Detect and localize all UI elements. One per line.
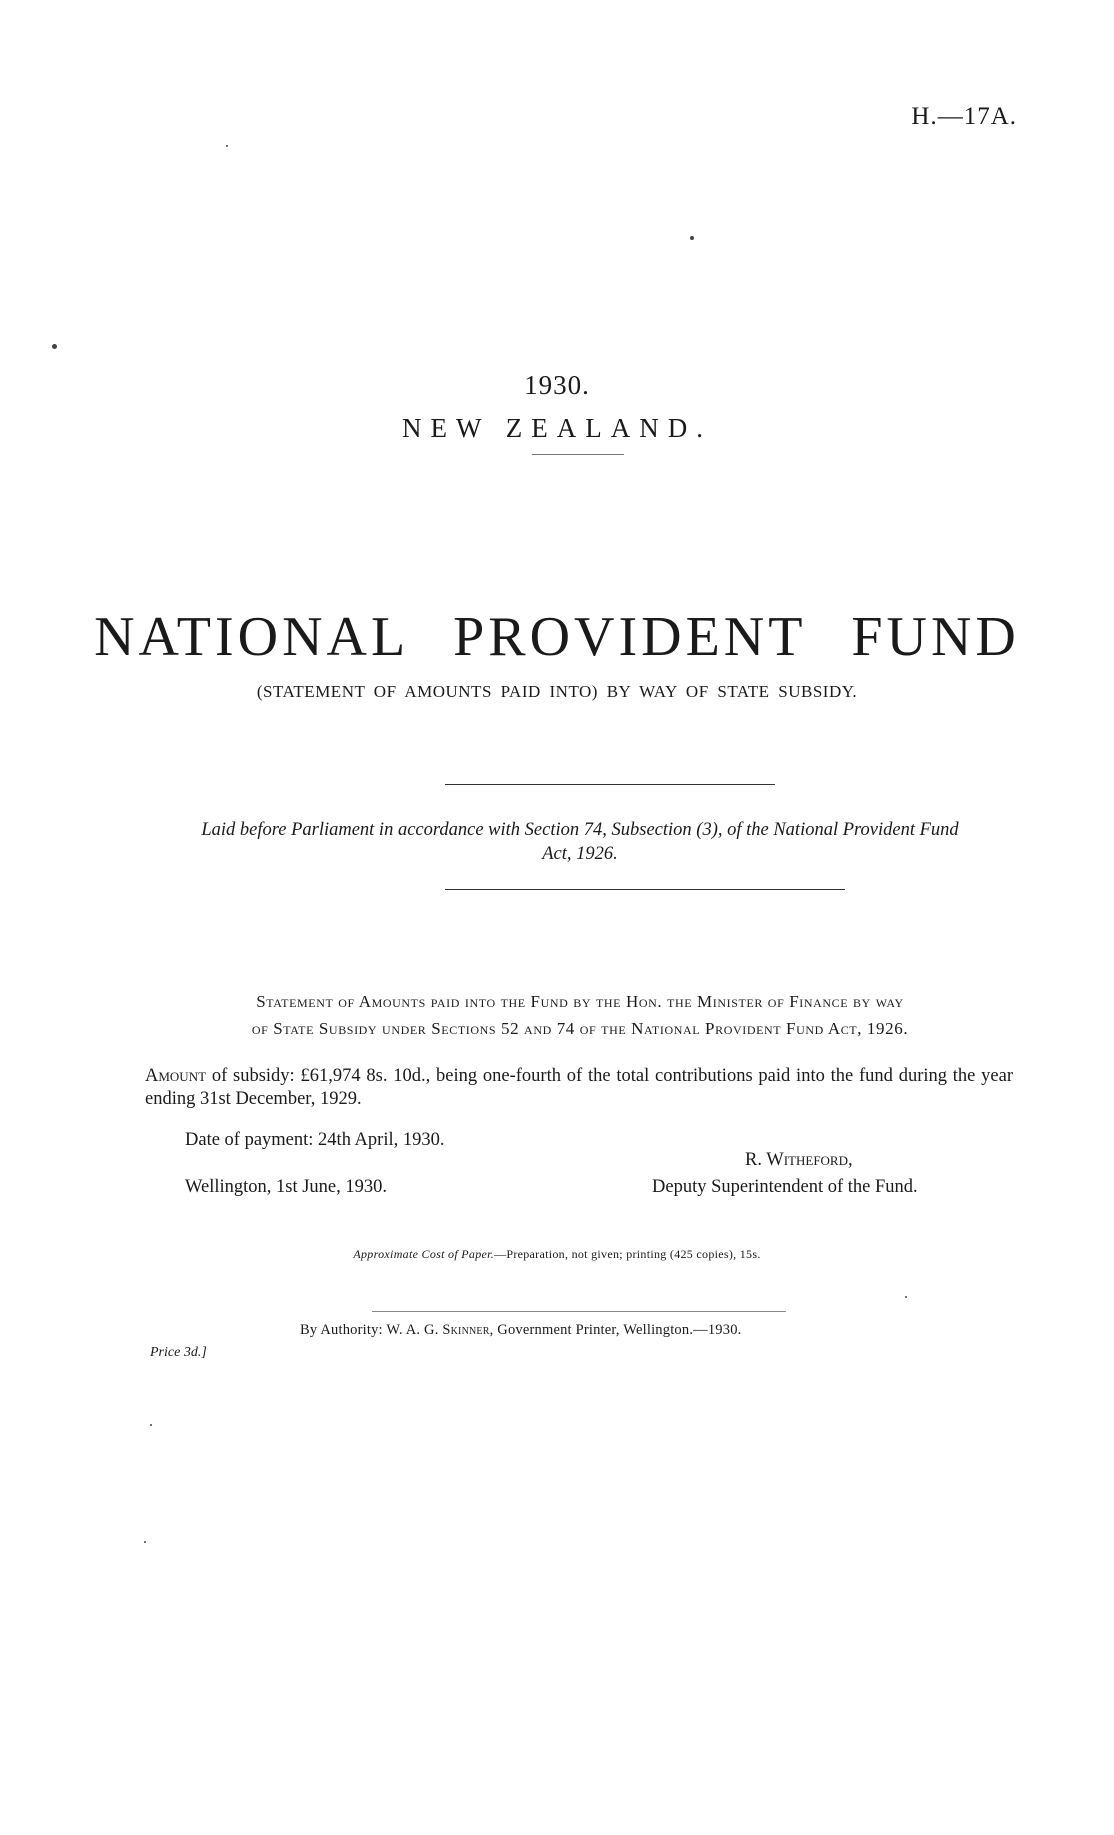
country: NEW ZEALAND. bbox=[402, 413, 712, 443]
country-divider bbox=[532, 454, 624, 455]
price: Price 3d.] bbox=[150, 1345, 207, 1360]
laid-before-line-1: Laid before Parliament in accordance with Section 74, Subsection (3), of the National Provident Fund bbox=[201, 820, 959, 840]
signatory-name: R. Witheford, bbox=[745, 1150, 853, 1170]
signatory-title: Deputy Superintendent of the Fund. bbox=[652, 1177, 918, 1197]
amount-text: of subsidy: £61,974 8s. 10d., being one-fourth of the total contributions paid into the fund during the year ending 31st December, 1929. bbox=[145, 1066, 1013, 1109]
cost-note-lead: Approximate Cost of Paper. bbox=[353, 1247, 495, 1261]
printer-authority bbox=[300, 1322, 741, 1339]
printer-name: Skinner bbox=[442, 1322, 490, 1338]
statement-heading-line-2: of State Subsidy under Sections 52 and 74 of the National Provident Fund Act, 1926. bbox=[251, 1019, 909, 1038]
authority-divider bbox=[372, 1311, 786, 1312]
divider-top bbox=[445, 784, 775, 785]
paper-number: H.—17A. bbox=[911, 103, 1017, 130]
laid-before-line-2: Act, 1926. bbox=[542, 844, 618, 864]
cost-note bbox=[0, 1247, 1114, 1262]
scan-speck bbox=[150, 1424, 152, 1426]
amount-lead: Amount bbox=[145, 1066, 207, 1086]
cost-note-text: —Preparation, not given; printing (425 copies), 15s. bbox=[494, 1247, 761, 1261]
payment-date: Date of payment: 24th April, 1930. bbox=[185, 1130, 445, 1150]
divider-bottom bbox=[445, 889, 845, 890]
place-date: Wellington, 1st June, 1930. bbox=[185, 1177, 388, 1197]
amount-paragraph bbox=[145, 1065, 1013, 1111]
document-title: NATIONAL PROVIDENT FUND bbox=[94, 606, 1020, 668]
scan-speck bbox=[690, 236, 694, 240]
authority-prefix: By Authority: W. A. G. bbox=[300, 1322, 443, 1338]
statement-heading-line-1: Statement of Amounts paid into the Fund by the Hon. the Minister of Finance by way bbox=[256, 992, 904, 1011]
scan-speck bbox=[905, 1296, 907, 1298]
scan-speck bbox=[226, 145, 228, 147]
document-subtitle: (STATEMENT OF AMOUNTS PAID INTO) BY WAY OF STATE SUBSIDY. bbox=[256, 682, 858, 701]
scan-speck bbox=[144, 1541, 146, 1543]
authority-suffix: , Government Printer, Wellington.—1930. bbox=[489, 1322, 742, 1338]
laid-before-parliament bbox=[140, 818, 1020, 866]
statement-heading bbox=[145, 988, 1015, 1042]
scan-speck bbox=[52, 344, 57, 349]
year: 1930. bbox=[524, 370, 590, 400]
